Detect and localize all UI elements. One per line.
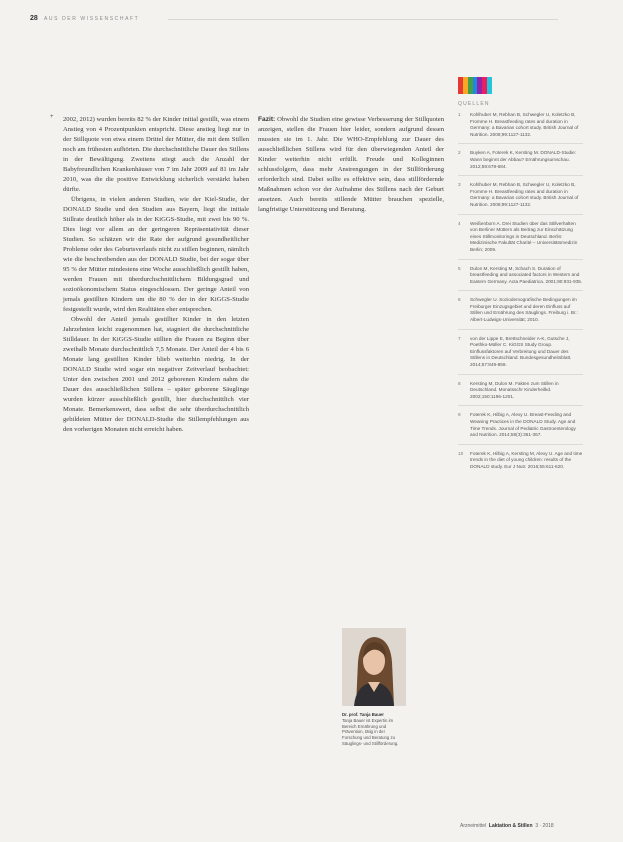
- footer-magazine: Laktation & Stillen: [488, 823, 533, 829]
- reference-text: Foterek K, Hilbig A, Kersting M, Alexy U. Age and time trends in the diet of young children: results of the DONALD study. Eur J Nutr. 2016;55:611-620.: [470, 450, 583, 469]
- reference-item: [458, 412, 583, 444]
- reference-number: 2: [458, 150, 461, 156]
- conclusion-text: Obwohl die Studien eine gewisse Verbesserung der Stillquoten anzeigen, stellen die Frauen hier leider, sondern aufgrund dessen mussten sie im 1. Jahr. Die WHO-Empfehlung zur Dauer des ausschließlichen Stillens wird für den überwiegenden Anteil der Kinder weiterhin nicht erfüllt. Freude und Kolleginnen schlussfolgern, dass mehr Anstrengungen in der Stillförderung erforderlich sind. Dabei sollte es effektive sein, dass stillfördernde Maßnahmen schon vor der Aufnahme des Stillens nach der Geburt ansetzen. Auch bereits stillende Mütter brauchen spezielle, langfristige Unterstützung und Beratung.: [258, 116, 444, 213]
- reference-item: [458, 266, 583, 292]
- page-number: 28: [30, 15, 38, 22]
- references-list: [458, 112, 583, 482]
- reference-text: Kohlhuber M, Rebhan B, Schwegler U, Koletzko B, Fromme H. Breastfeeding rates and duration in Germany: a Bavarian cohort study. British Journal of Nutrition. 2008;99:1127-1132.: [470, 112, 579, 137]
- reference-number: 9: [458, 412, 461, 418]
- conclusion-paragraph: [258, 115, 444, 215]
- reference-number: 7: [458, 335, 461, 341]
- reference-item: [458, 336, 583, 375]
- reference-number: 5: [458, 265, 461, 271]
- footer-page: 3 · 2018: [535, 823, 554, 829]
- reference-text: Dulon M, Kersting M, Schach S. Duration of breastfeeding and associated factors in Western and Eastern Germany. Acta Paediatrica. 2001;90:931-935.: [470, 265, 583, 284]
- reference-item: [458, 221, 583, 260]
- reference-item: [458, 182, 583, 214]
- reference-item: [458, 297, 583, 329]
- footer-label: Arzneimittel: [460, 823, 487, 829]
- color-strip: [458, 77, 492, 94]
- reference-item: [458, 451, 583, 476]
- reference-number: 4: [458, 220, 461, 226]
- author-photo: [342, 628, 406, 706]
- reference-number: 8: [458, 380, 461, 386]
- paragraph: Obwohl der Anteil jemals gestillter Kinder in den letzten Jahrzehnten leicht zugenommen hat, stagniert die durchschnittliche Stilldauer. In der KiGGS-Studie stillten die Frauen zu Beginn über zweihalb Monate durchschnittlich 7,5 Monate. Der Anteil der 4 bis 6 Monate lang gestillten Kinder blieb weiterhin niedrig. In der DONALD Studie wird sogar ein negativer Zeitverlauf beobachtet: Unter den zwischen 2001 und 2012 geborenen Kindern nahm die Dauer des ausschließlichen Stillens – später geborene Säuglinge wurden kürzer ausschließlich gestillt, hier durchschnittlich vier Monate. Bemerkenswert, dass selbst die sehr überdurchschnittlich gebildeten Mütter der DONALD-Studie die Stillempfehlungen aus den vorherigen Monaten nicht erreicht haben.: [63, 316, 249, 433]
- reference-number: 1: [458, 112, 461, 117]
- section-header: AUS DER WISSENSCHAFT: [44, 16, 140, 22]
- portrait-image: [342, 628, 406, 706]
- header-rule: [168, 19, 558, 20]
- reference-item: [458, 381, 583, 407]
- caption-name: Dr. prof. Tanja Bauer: [342, 712, 384, 717]
- reference-text: Kohlhuber M, Rebhan B, Schwegler U, Koletzko B, Fromme H. Breastfeeding rates and duration in Germany: a Bavarian cohort study. British Journal of Nutrition. 2008;99:1127-1132.: [470, 182, 579, 207]
- page-footer: [460, 823, 554, 829]
- reference-number: 10: [458, 450, 464, 456]
- reference-text: von der Lippe E, Brettschneider A-K, Gutsche J, Poethko-Müller C. KiGGS Study Group. Einflussfaktoren auf Verbreitung und Dauer des Stillens in Deutschland. Bundesgesundheitsblatt. 2014;57:849-859.: [470, 335, 572, 368]
- photo-caption: [342, 712, 404, 747]
- article-column-2: [258, 115, 444, 215]
- caption-text: Tanja Bauer ist Expertin im Bereich Ernährung und Prävention, tätig in der Forschung und Beratung zu Säuglings- und Stillförderung.: [342, 717, 399, 746]
- paragraph: 2002, 2012) wurden bereits 82 % der Kinder initial gestillt, was einem Anstieg von 4 Prozentpunkten entspricht. Diese anstieg liegt nur in der Stillquote von etwa einem Drittel der Mütter, die mit dem Stillen noch am frühesten aufhörten. Die durchschnittliche Dauer des Stillens in der Bewältigung. Zweitens stiegt auch die Anzahl der Babyfreundlichen Krankenhäuser von 7 im Jahr 2009 auf 81 im Jahr 2010, was die die positive Entwicklung sicherlich verstärkt haben dürfte.: [63, 116, 249, 193]
- color-swatch: [487, 77, 492, 94]
- references-title: QUELLEN: [458, 101, 490, 107]
- reference-item: [458, 112, 583, 144]
- column-marker: +: [50, 114, 54, 120]
- reference-number: 6: [458, 297, 461, 303]
- conclusion-lead: Fazit:: [258, 116, 276, 123]
- reference-text: Foterek K, Hilbig A, Alexy U. Breast-Feeding and Weaning Practices in the DONALD Study. Age and Time Trends. Journal of Pediatric Gastroenterology and Nutrition. 2014;58(3):361-367.: [470, 412, 576, 438]
- reference-item: [458, 150, 583, 176]
- reference-text: Kersting M, Dulon M. Fakten zum Stillen in Deutschland. Monatsschr Kinderheilkd. 2002;150:1196-1201.: [470, 380, 559, 399]
- paragraph: Übrigens, in vielen anderen Studien, wie der Kiel-Studie, der DONALD Studie und den Studien aus Bayern, liegt die initiale Stillrate deutlich höher als in der KiGGS-Studie, mit zwei bis 90 %. Dies liegt vor allem an der geringeren Repräsentativität dieser Studien. So schätzen wir die Rate der aufgrund gesundheitlicher Probleme oder des Geburtsverlaufs nicht zu stillen beginnen, nämlich wie die beschreibenden aus der DONALD Studie, bei der sogar über 95 % der Mütter mindestens eine Woche ausschließlich gestillt haben, werden Frauen mit überdurchschnittlichem Bildungsgrad und sozioökonomischem Status eingeschlossen. Der geringe Anteil von jemals gestillten Kindern um die 80 % der in der KiGGS-Studie festgestellt wurde, wird den Realitäten eher entsprechen.: [63, 196, 249, 313]
- reference-text: Weißenborn A. Drei Studien über das Stillverhalten von Berliner Müttern als Beitrag zur Einschätzung eines Stillmonitorings in Deutschland. Berlin: Medizinische Fakultät Charité – Universitätsmedizin Berlin; 2009.: [470, 220, 578, 252]
- reference-number: 3: [458, 182, 461, 188]
- reference-text: Schwegler U. Soziodemografische Bedingungen im Freiburger Einzugsgebiet und deren Einfluss auf Stillen und Ernährung des Säuglings. Freiburg i. Br.: Albert-Ludwigs-Universität; 2010.: [470, 297, 578, 323]
- reference-text: Buyken A, Foterek K, Kersting M. DONALD-Studie: Wann beginnt der Abbau? Ernährungsumschau. 2012;59:678-684.: [470, 150, 577, 169]
- article-column-1: [63, 115, 249, 435]
